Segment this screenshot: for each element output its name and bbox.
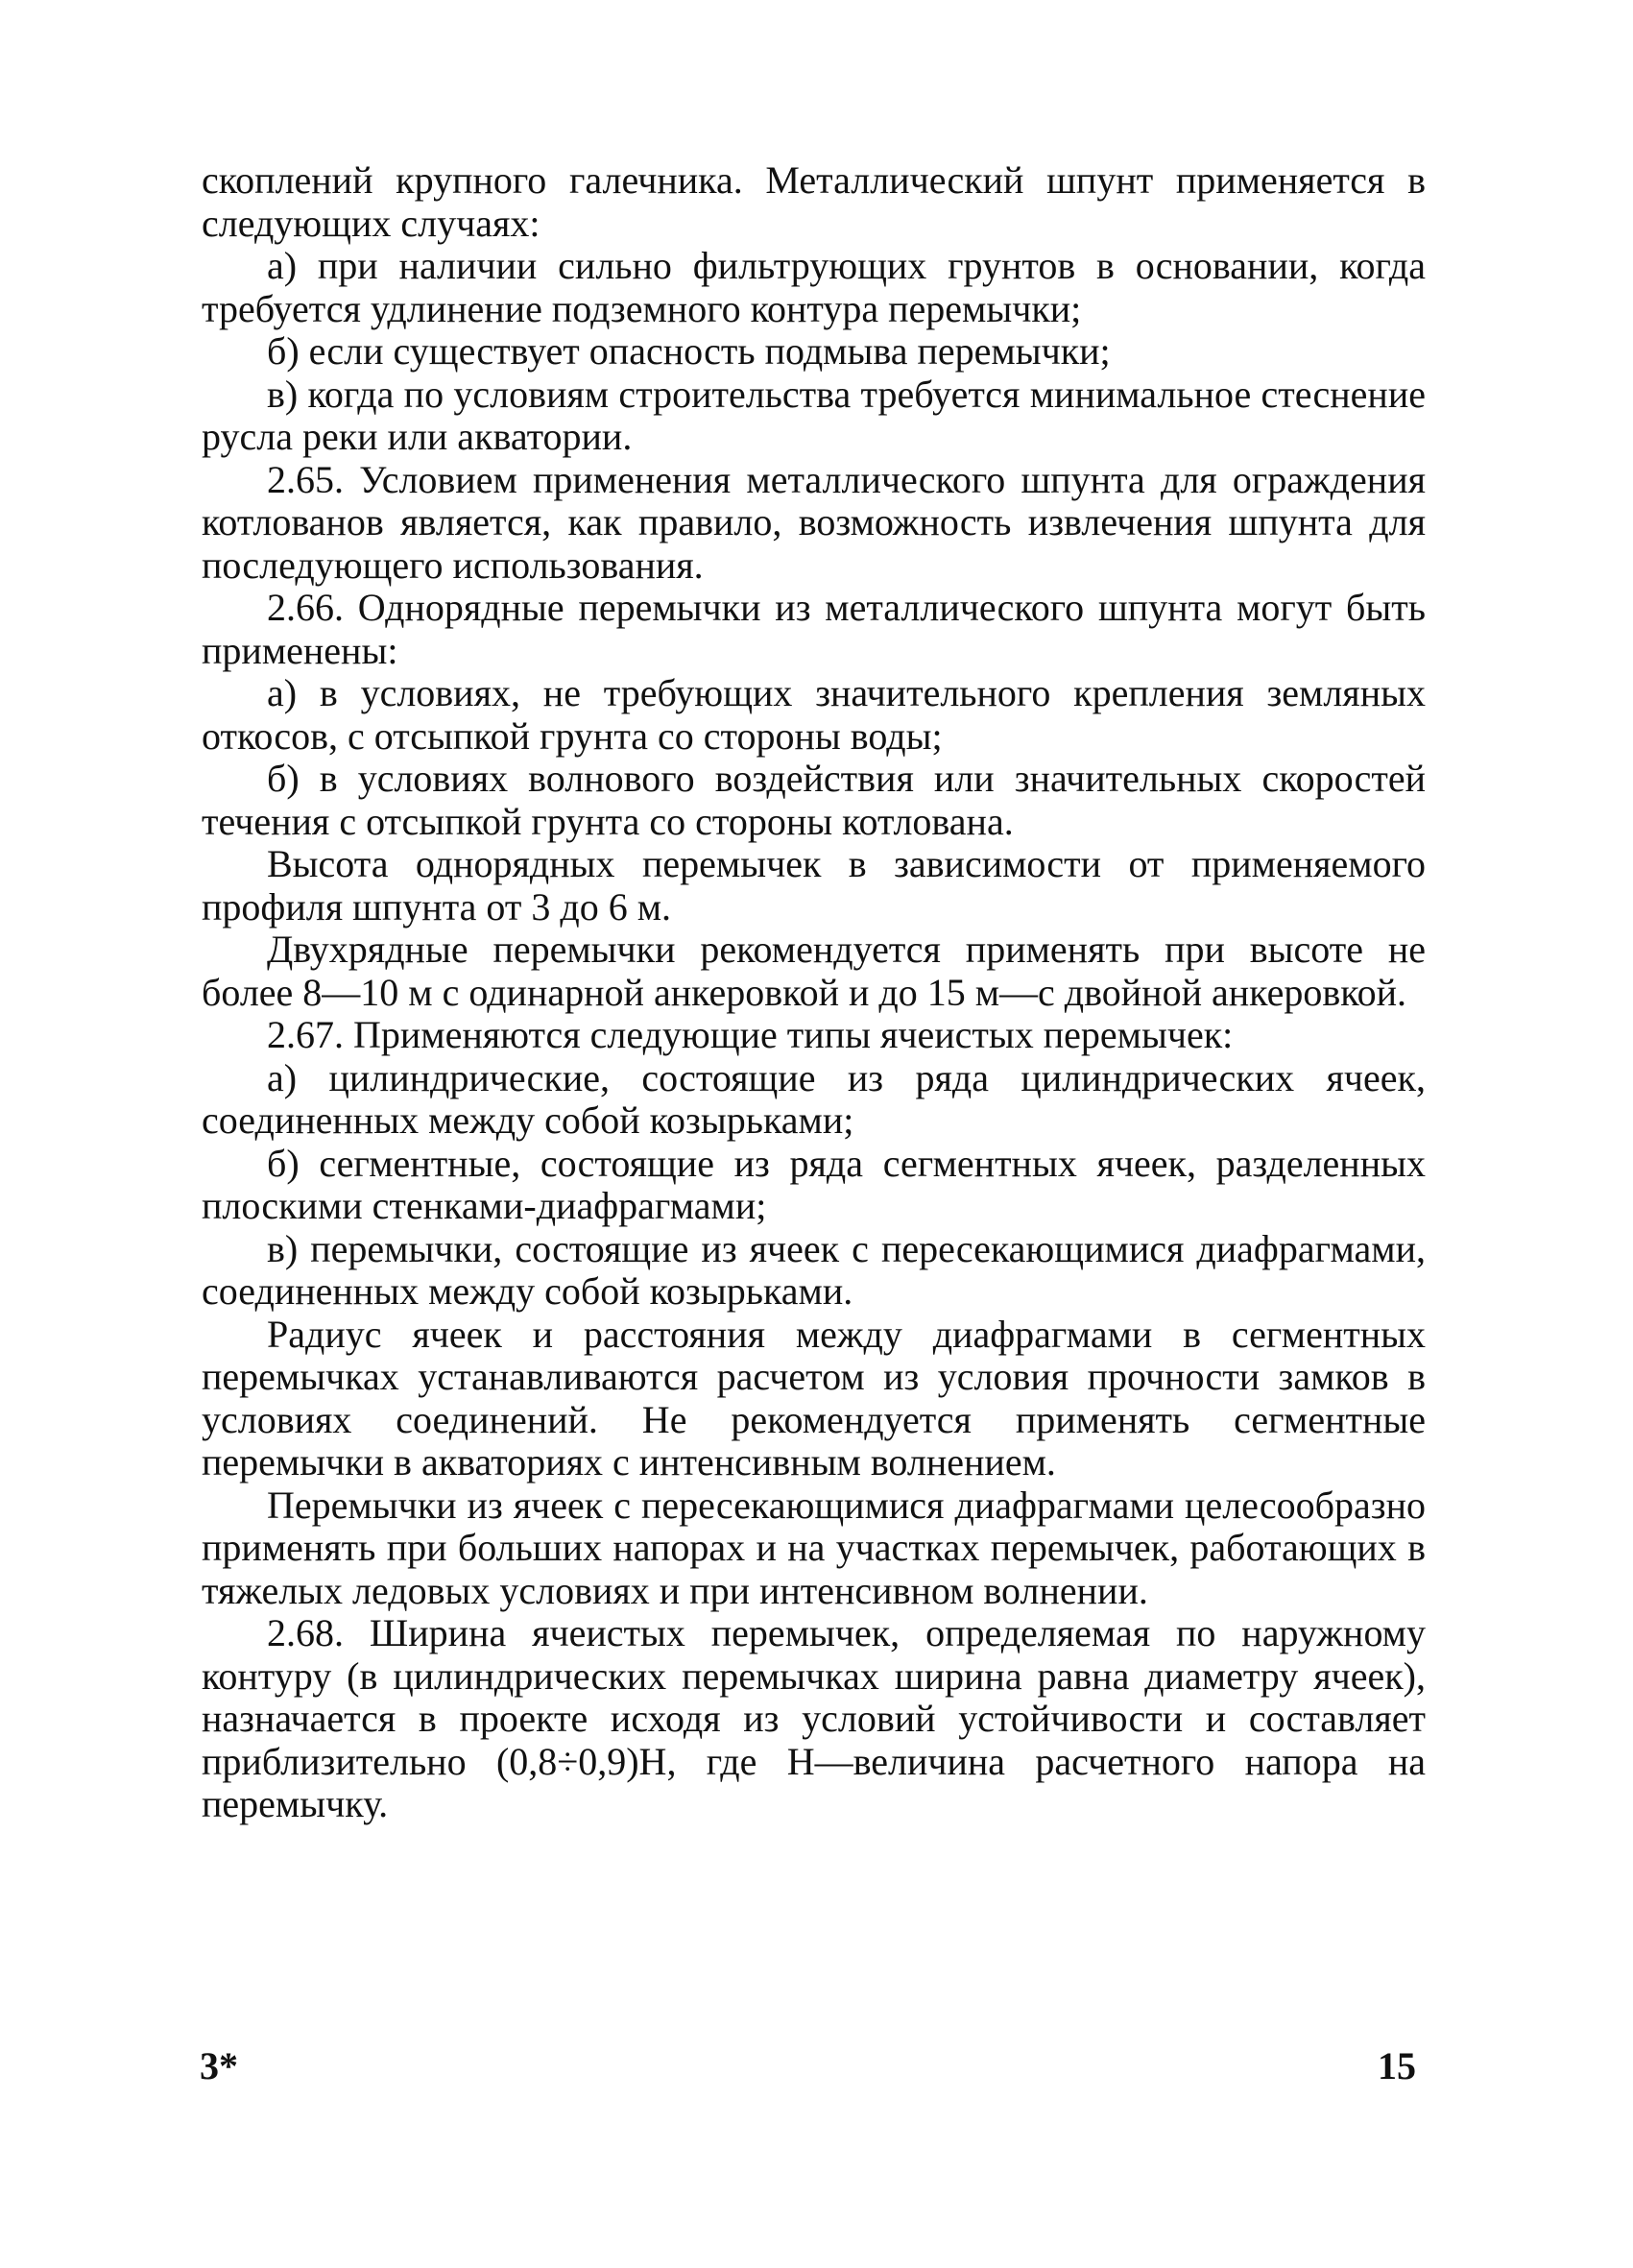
list-item: б) если существует опасность подмыва перемычки; [267, 329, 1111, 373]
paragraph: Высота однорядных перемычек в зависимости от применяемого профиля шпунта от 3 до 6 м. [202, 842, 1426, 929]
list-item: б) в условиях волнового воздействия или значительных скоростей течения с отсыпкой грунта со стороны котлована. [202, 757, 1426, 843]
list-item: б) сегментные, состоящие из ряда сегментных ячеек, разделенных плоскими стенками-диафрагмами; [202, 1141, 1426, 1227]
clause-2-65: 2.65. Условием применения металлического шпунта для ограждения котлованов является, как правило, возможность извлечения шпунта для последующего использования. [202, 457, 1426, 587]
list-item: в) когда по условиям строительства требуется минимальное стеснение русла реки или акватории. [202, 372, 1426, 458]
paragraph: Двухрядные перемычки рекомендуется применять при высоте не более 8—10 м с одинарной анкеровкой и до 15 м—с двойной анкеровкой. [202, 928, 1426, 1014]
clause-2-67: 2.67. Применяются следующие типы ячеистых перемычек: [267, 1013, 1234, 1056]
list-item: а) при наличии сильно фильтрующих грунтов в основании, когда требуется удлинение подземного контура перемычки; [202, 244, 1426, 330]
clause-2-68: 2.68. Ширина ячеистых перемычек, определяемая по наружному контуру (в цилиндрических перемычках ширина равна диаметру ячеек), назначается в проекте исходя из условий устойчивости и составляет приблизительно (0,8÷0,9)H, где H—величина расчетного напора на перемычку. [202, 1611, 1426, 1825]
signature-mark: 3* [200, 2044, 238, 2087]
page-number: 15 [1378, 2044, 1416, 2087]
paragraph: Перемычки из ячеек с пересекающимися диафрагмами целесообразно применять при больших напорах и на участках перемычек, работающих в тяжелых ледовых условиях и при интенсивном волнении. [202, 1483, 1426, 1612]
clause-2-66: 2.66. Однорядные перемычки из металлического шпунта могут быть применены: [202, 586, 1426, 672]
list-item: а) цилиндрические, состоящие из ряда цилиндрических ячеек, соединенных между собой козырьками; [202, 1055, 1426, 1142]
list-item: а) в условиях, не требующих значительного крепления земляных откосов, с отсыпкой грунта со стороны воды; [202, 671, 1426, 758]
body-text [202, 159, 1426, 1826]
paragraph: Радиус ячеек и расстояния между диафрагмами в сегментных перемычках устанавливаются расчетом из условия прочности замков в условиях соединений. Не рекомендуется применять сегментные перемычки в акваториях с интенсивным волнением. [202, 1312, 1426, 1484]
paragraph: скоплений крупного галечника. Металлический шпунт применяется в следующих случаях: [202, 158, 1426, 245]
list-item: в) перемычки, состоящие из ячеек с пересекающимися диафрагмами, соединенных между собой козырьками. [202, 1226, 1426, 1313]
